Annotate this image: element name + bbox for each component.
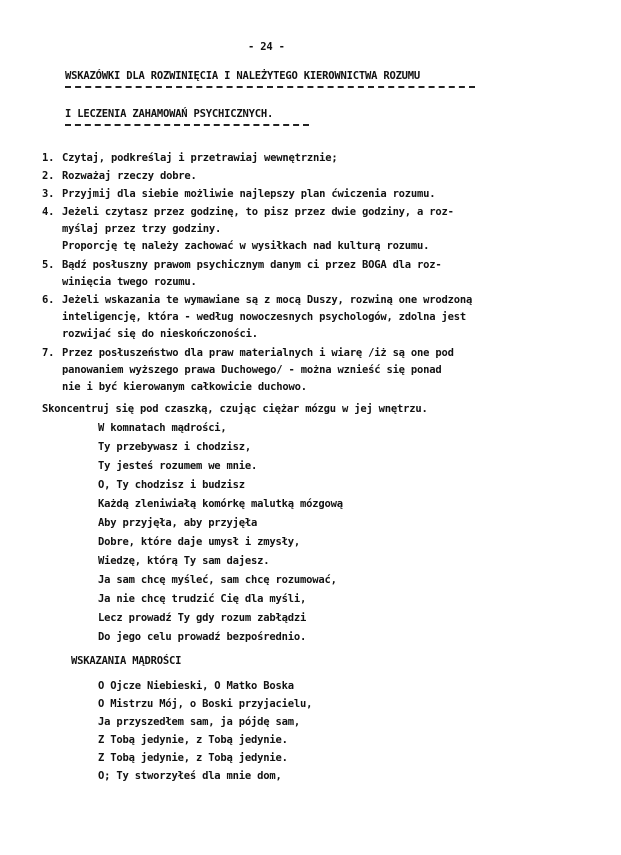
heading-line-2: I LECZENIA ZAHAMOWAŃ PSYCHICZNYCH.	[65, 108, 274, 120]
section-title: WSKAZANIA MĄDROŚCI	[71, 655, 182, 667]
verse-line: Ty przebywasz i chodzisz,	[98, 441, 252, 453]
list-item-text: nie i być kierowanym całkowicie duchowo.	[62, 381, 307, 393]
prayer-line: Ja przyszedłem sam, ja pójdę sam,	[98, 716, 301, 728]
prayer-line: O Mistrzu Mój, o Boski przyjacielu,	[98, 698, 313, 710]
verse-line: Dobre, które daje umysł i zmysły,	[98, 536, 301, 548]
list-item-text: Jeżeli wskazania te wymawiane są z mocą Duszy, rozwiną one wrodzoną	[62, 294, 473, 306]
verse-line: Ja nie chcę trudzić Cię dla myśli,	[98, 593, 307, 605]
verse-line: W komnatach mądrości,	[98, 422, 227, 434]
list-item-number: 7.	[42, 347, 55, 359]
list-item-number: 5.	[42, 259, 55, 271]
heading-underline-1	[65, 86, 475, 88]
list-item-text: Bądź posłuszny prawom psychicznym danym ci przez BOGA dla roz-	[62, 259, 442, 271]
list-item-text: inteligencję, która - według nowoczesnych psychologów, zdolna jest	[62, 311, 467, 323]
list-item-text: Czytaj, podkreślaj i przetrawiaj wewnętrznie;	[62, 152, 338, 164]
list-item-number: 1.	[42, 152, 55, 164]
list-item-text: Jeżeli czytasz przez godzinę, to pisz przez dwie godziny, a roz-	[62, 206, 454, 218]
list-item-text: Przyjmij dla siebie możliwie najlepszy plan ćwiczenia rozumu.	[62, 188, 436, 200]
list-item-number: 2.	[42, 170, 55, 182]
list-item-text: Przez posłuszeństwo dla praw materialnych i wiarę /iż są one pod	[62, 347, 454, 359]
list-item-number: 6.	[42, 294, 55, 306]
verse-line: Lecz prowadź Ty gdy rozum zabłądzi	[98, 612, 307, 624]
list-item-text: rozwijać się do nieskończoności.	[62, 328, 258, 340]
verse-line: Aby przyjęła, aby przyjęła	[98, 517, 258, 529]
verse-line: O, Ty chodzisz i budzisz	[98, 479, 245, 491]
list-item-text: panowaniem wyższego prawa Duchowego/ - można wznieść się ponad	[62, 364, 442, 376]
prayer-line: O; Ty stworzyłeś dla mnie dom,	[98, 770, 282, 782]
prayer-line: Z Tobą jedynie, z Tobą jedynie.	[98, 752, 288, 764]
list-item-text: myślaj przez trzy godziny.	[62, 223, 222, 235]
heading-line-1: WSKAZÓWKI DLA ROZWINIĘCIA I NALEŻYTEGO KIEROWNICTWA ROZUMU	[65, 70, 421, 82]
list-item-text: Rozważaj rzeczy dobre.	[62, 170, 197, 182]
list-item-number: 4.	[42, 206, 55, 218]
verse-line: Ty jesteś rozumem we mnie.	[98, 460, 258, 472]
prayer-line: O Ojcze Niebieski, O Matko Boska	[98, 680, 294, 692]
list-item-text: Proporcję tę należy zachować w wysiłkach nad kulturą rozumu.	[62, 240, 430, 252]
verse-line: Wiedzę, którą Ty sam dajesz.	[98, 555, 270, 567]
verse-line: Ja sam chcę myśleć, sam chcę rozumować,	[98, 574, 337, 586]
verse-line: Każdą zleniwiałą komórkę malutką mózgową	[98, 498, 343, 510]
verse-line: Do jego celu prowadź bezpośrednio.	[98, 631, 307, 643]
page-number: - 24 -	[248, 41, 285, 53]
concentration-instruction: Skoncentruj się pod czaszką, czując ciężar mózgu w jej wnętrzu.	[42, 403, 428, 415]
list-item-number: 3.	[42, 188, 55, 200]
prayer-line: Z Tobą jedynie, z Tobą jedynie.	[98, 734, 288, 746]
heading-underline-2	[65, 124, 309, 126]
list-item-text: winięcia twego rozumu.	[62, 276, 197, 288]
